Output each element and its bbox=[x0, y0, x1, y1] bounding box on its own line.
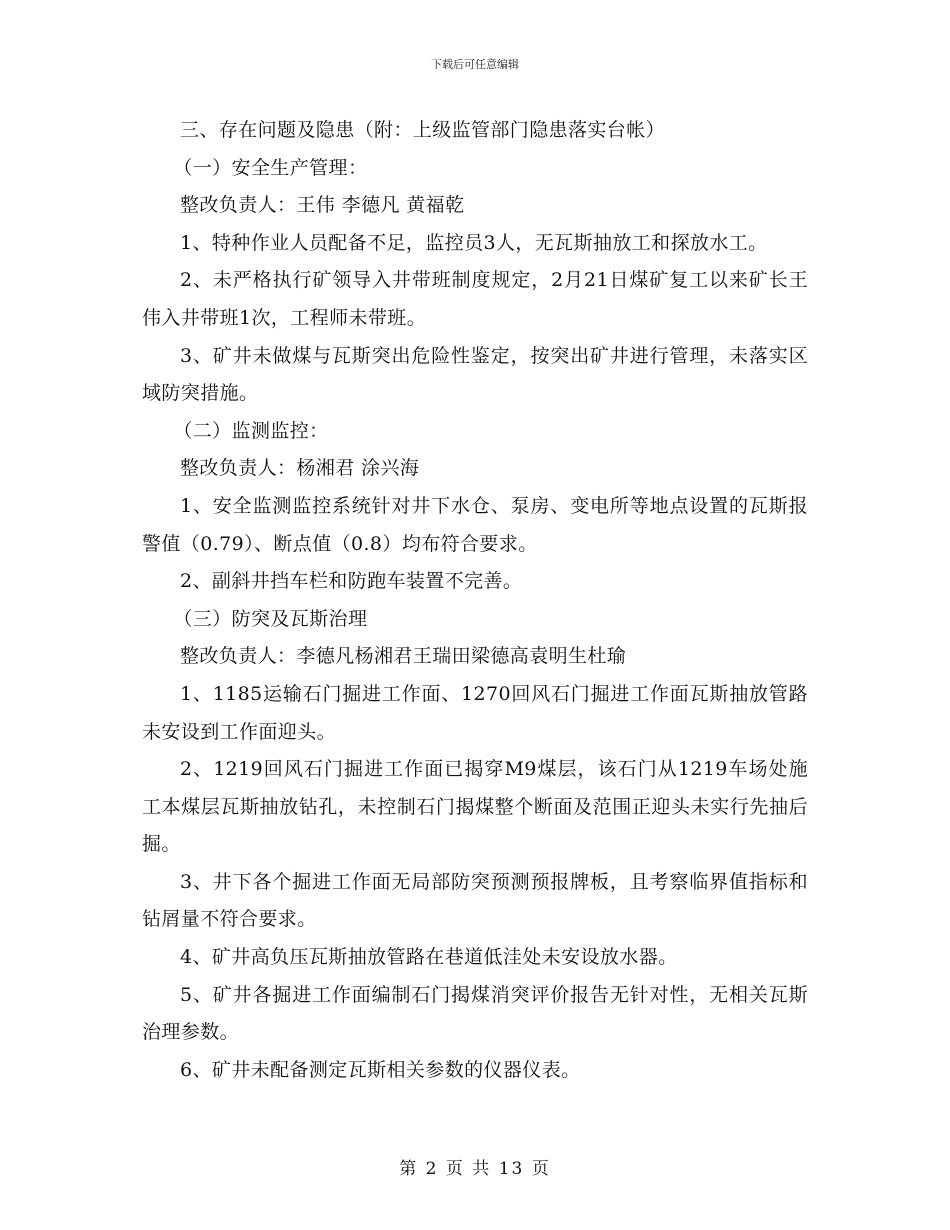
subsection-heading: （一）安全生产管理： bbox=[173, 156, 368, 179]
body-paragraph: 3、矿井未做煤与瓦斯突出危险性鉴定，按突出矿井进行管理，未落实区域防突措施。 bbox=[142, 344, 808, 405]
body-paragraph: 4、矿井高负压瓦斯抽放管路在巷道低洼处未安设放水器。 bbox=[180, 946, 678, 969]
body-paragraph: 5、矿井各掘进工作面编制石门揭煤消突评价报告无针对性，无相关瓦斯治理参数。 bbox=[142, 983, 808, 1044]
body-paragraph: 整改负责人：李德凡杨湘君王瑞田梁德高袁明生杜瑜 bbox=[180, 645, 627, 668]
body-paragraph: 2、1219回风石门掘进工作面已揭穿M9煤层，该石门从1219车场处施工本煤层瓦斯抽放钻孔，未控制石门揭煤整个断面及范围正迎头未实行先抽后掘。 bbox=[142, 758, 808, 856]
body-paragraph: 2、副斜井挡车栏和防跑车装置不完善。 bbox=[180, 570, 523, 593]
body-paragraph: 1、特种作业人员配备不足，监控员3人，无瓦斯抽放工和探放水工。 bbox=[180, 231, 768, 254]
subsection-heading: （三）防突及瓦斯治理 bbox=[173, 607, 368, 630]
subsection-heading: （二）监测监控： bbox=[173, 419, 329, 442]
page-number-footer: 第 2 页 共 13 页 bbox=[399, 1159, 551, 1179]
body-paragraph: 3、井下各个掘进工作面无局部防突预测预报牌板，且考察临界值指标和钻屑量不符合要求。 bbox=[142, 870, 808, 931]
body-paragraph: 整改负责人：杨湘君 涂兴海 bbox=[180, 457, 420, 480]
body-paragraph: 1、安全监测监控系统针对井下水仓、泵房、变电所等地点设置的瓦斯报警值（0.79）、断点值（0.8）均布符合要求。 bbox=[142, 494, 808, 555]
section-heading: 三、存在问题及隐患（附：上级监管部门隐患落实台帐） bbox=[180, 119, 666, 141]
page-header-note: 下载后可任意编辑 bbox=[431, 58, 519, 71]
document-body bbox=[142, 112, 808, 1089]
body-paragraph: 1、1185运输石门掘进工作面、1270回风石门掘进工作面瓦斯抽放管路未安设到工作面迎头。 bbox=[142, 682, 808, 743]
body-paragraph: 2、未严格执行矿领导入井带班制度规定，2月21日煤矿复工以来矿长王伟入井带班1次，工程师未带班。 bbox=[142, 269, 808, 329]
body-paragraph: 整改负责人：王伟 李德凡 黄福乾 bbox=[180, 194, 465, 217]
body-paragraph: 6、矿井未配备测定瓦斯相关参数的仪器仪表。 bbox=[180, 1058, 581, 1081]
